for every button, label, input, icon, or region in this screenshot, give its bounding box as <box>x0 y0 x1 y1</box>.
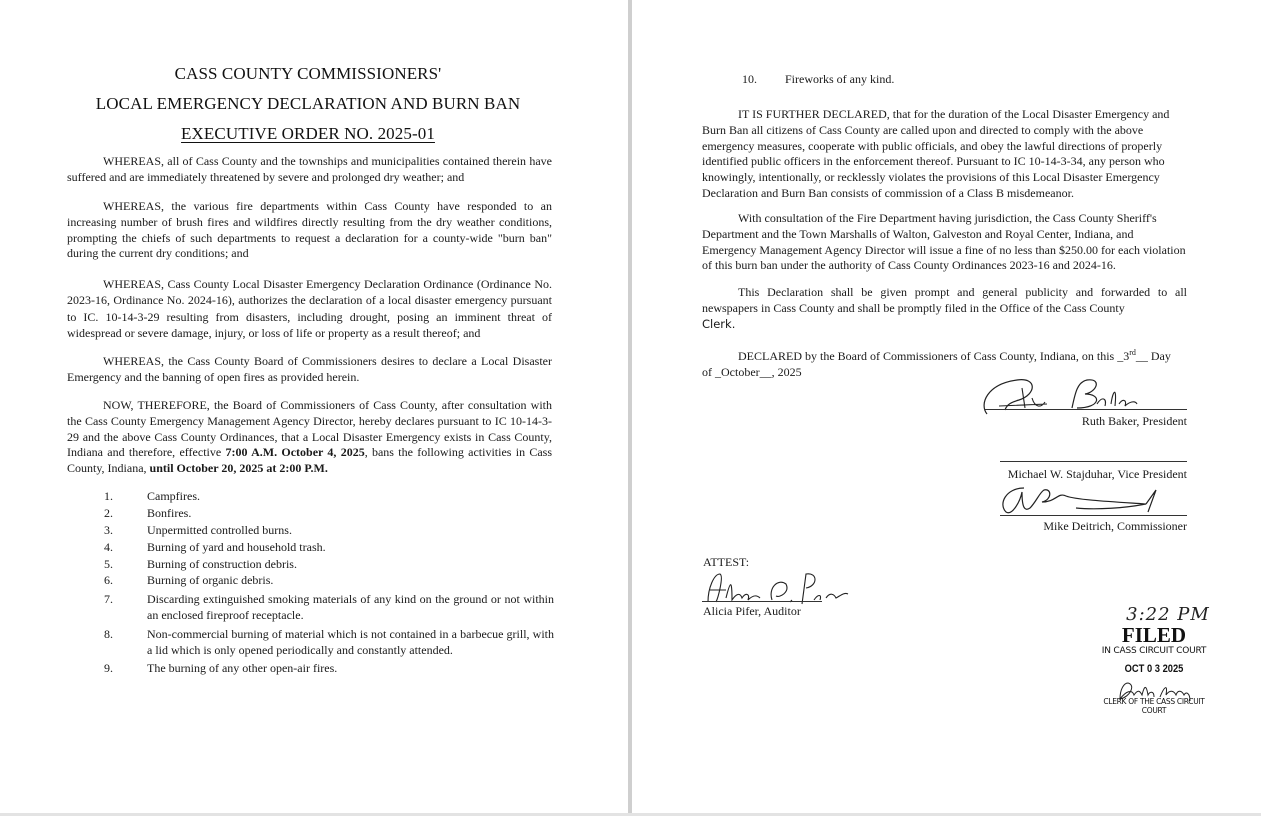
title-declaration: LOCAL EMERGENCY DECLARATION AND BURN BAN <box>95 94 521 113</box>
list-item: 10. Fireworks of any kind. <box>742 72 895 86</box>
filed-label: FILED <box>1121 623 1187 647</box>
paragraph-whereas-3: WHEREAS, Cass County Local Disaster Emergency Declaration Ordinance (Ordinance No. 2023-16, Ordinance No. 2024-16), authorizes the declaration of a local disaster emergency pursuant to IC. 10-14-3-29 resulting from disasters, including drought, posing an imminent threat of widespread or severe damage, injury, or loss of life or property as a result thereof; and <box>67 277 552 341</box>
paragraph-publicity: This Declaration shall be given prompt and general publicity and forwarded to all newspapers in Cass County and shall be promptly filed in the Office of the Cass County Clerk. <box>702 285 1187 331</box>
list-item: 4. Burning of yard and household trash. <box>104 539 326 554</box>
list-item: 7. Discarding extinguished smoking materials of any kind on the ground or not within an enclosed fireproof receptacle. <box>104 592 554 623</box>
banned-activities-list <box>104 489 554 678</box>
list-item: 6. Burning of organic debris. <box>104 573 274 588</box>
signature-line-auditor <box>702 601 822 602</box>
filed-date: OCT 0 3 2025 <box>1124 663 1184 675</box>
attest-label: ATTEST: <box>703 555 750 569</box>
paragraph-whereas-4: WHEREAS, the Cass County Board of Commissioners desires to declare a Local Disaster Emergency and the banning of open fires as provided herein. <box>67 354 552 384</box>
document-page-1 <box>0 0 628 816</box>
document-page-2 <box>632 0 1261 816</box>
paragraph-now-therefore: NOW, THEREFORE, the Board of Commissioners of Cass County, after consultation with the Cass County Emergency Management Agency Director, hereby declares pursuant to IC 10-14-3-29 and the above Cass County Ordinances, that a Local Disaster Emergency exists in Cass County, Indiana and therefore, effective 7:00 A.M. October 4, 2025, bans the following activities in Cass County, Indiana, until October 20, 2025 at 2:00 P.M. <box>67 398 553 476</box>
paragraph-whereas-2: WHEREAS, the various fire departments within Cass County have responded to an increasing number of brush fires and wildfires directly resulting from the dry weather conditions, prompting the chiefs of such departments to request a declaration for a county-wide "burn ban" during the current dry conditions; and <box>67 199 552 261</box>
signatory-president: Ruth Baker, President <box>1081 414 1187 428</box>
list-item: 8. Non-commercial burning of material which is not contained in a barbecue grill, with a lid which is only opened periodically and constantly attended. <box>104 626 554 657</box>
paragraph-declared: DECLARED by the Board of Commissioners of Cass County, Indiana, on this _3rd__ Day of _October__, 2025 <box>702 348 1171 379</box>
banned-activities-list-continued <box>742 72 1192 89</box>
filed-court: IN CASS CIRCUIT COURT <box>1101 646 1207 656</box>
list-item: 1. Campfires. <box>104 489 200 503</box>
signature-line-president <box>984 409 1187 410</box>
list-item: 5. Burning of construction debris. <box>104 556 297 571</box>
paragraph-whereas-1: WHEREAS, all of Cass County and the townships and municipalities contained therein have suffered and are immediately threatened by severe and prolonged dry weather; and <box>67 154 552 184</box>
filed-clerk: CLERK OF THE CASS CIRCUIT COURT <box>1103 697 1205 715</box>
paragraph-further-declared: IT IS FURTHER DECLARED, that for the duration of the Local Disaster Emergency and Burn Ban all citizens of Cass County are called upon and directed to comply with the above emergency measures, cooperate with public officials, and obey the lawful directions of properly identified public officers in the enforcement thereof. Pursuant to IC 10-14-3-34, any person who knowingly, intentionally, or recklessly violates the provisions of this Local Disaster Emergency Declaration and Burn Ban consists of commission of a Class B misdemeanor. <box>702 107 1170 200</box>
title-executive-order: EXECUTIVE ORDER NO. 2025-01 <box>181 124 435 143</box>
signatory-auditor: Alicia Pifer, Auditor <box>703 604 801 618</box>
list-item: 3. Unpermitted controlled burns. <box>104 522 292 537</box>
list-item: 9. The burning of any other open-air fires. <box>104 661 338 676</box>
signatory-commissioner: Mike Deitrich, Commissioner <box>1043 519 1187 533</box>
paragraph-consultation: With consultation of the Fire Department having jurisdiction, the Cass County Sheriff's Department and the Town Marshalls of Walton, Galveston and Royal Center, Indiana, and Emergency Management Agency Director will issue a fine of no less than $250.00 for each violation of this burn ban under the authority of Cass County Ordinances 2023-16 and 2024-16. <box>702 211 1186 273</box>
title-commissioners: CASS COUNTY COMMISSIONERS' <box>174 64 442 83</box>
signature-alicia-pifer <box>702 568 852 608</box>
signature-line-commissioner <box>1000 515 1187 516</box>
list-item: 2. Bonfires. <box>104 505 192 520</box>
filed-time: 3:22 PM <box>1126 604 1210 625</box>
signature-line-vice-president <box>1000 461 1187 462</box>
signatory-vice-president: Michael W. Stajduhar, Vice President <box>1007 467 1187 481</box>
signature-mike-deitrich <box>996 482 1166 518</box>
filed-stamp <box>1094 604 1214 715</box>
